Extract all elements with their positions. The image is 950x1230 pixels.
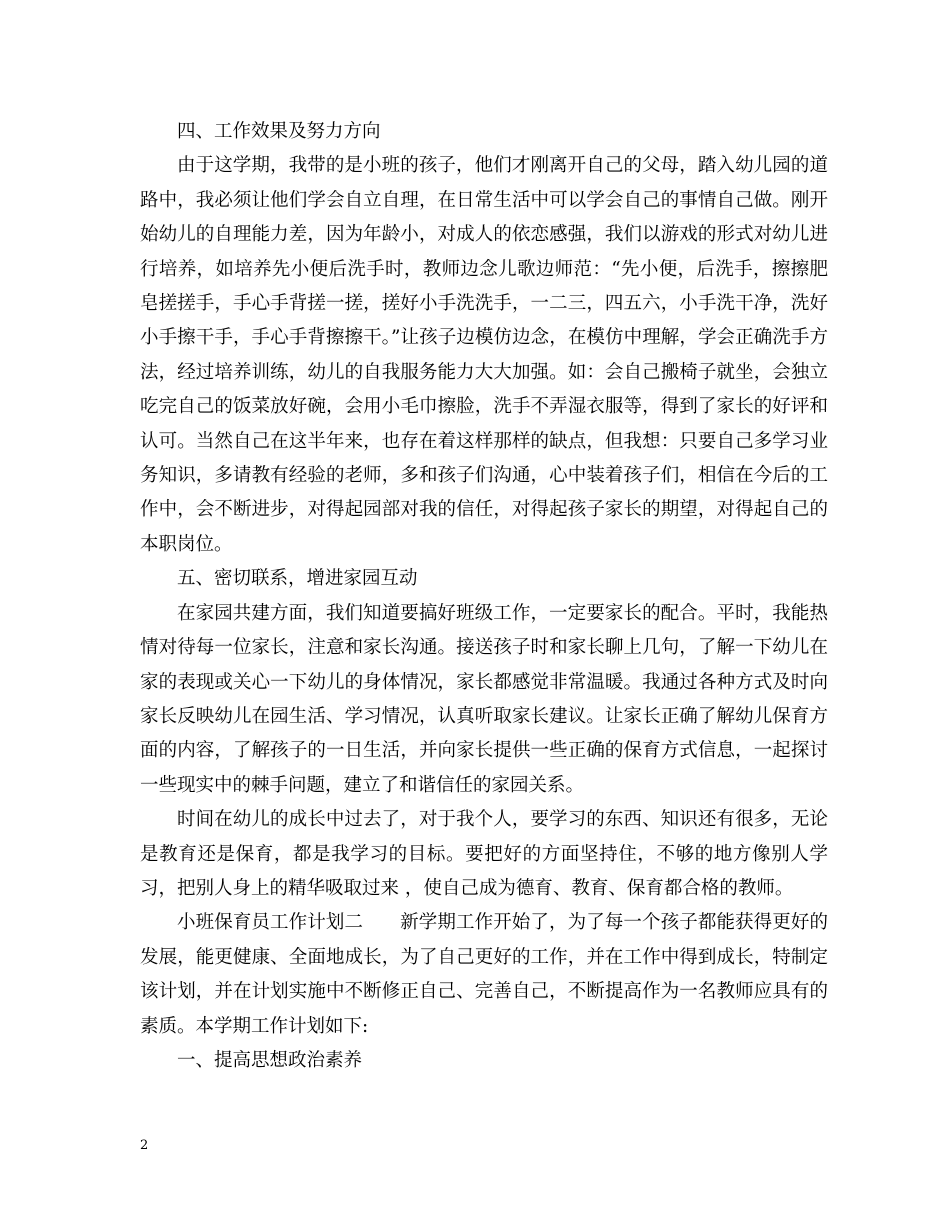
section-heading-4: 四、工作效果及努力方向 [177,121,381,142]
document-body [140,115,828,1078]
paragraph-plan-two [140,906,828,1044]
paragraph-home-school: 在家园共建方面，我们知道要搞好班级工作，一定要家长的配合。平时，我能热情对待每一位家长，注意和家长沟通。接送孩子时和家长聊上几句，了解一下幼儿在家的表现或关心一下幼儿的身体情况，家长都感觉非常温暖。我通过各种方式及时向家长反映幼儿在园生活、学习情况，认真听取家长建议。让家长正确了解幼儿保育方面的内容，了解孩子的一日生活，并向家长提供一些正确的保育方式信息，一起探讨一些现实中的棘手问题，建立了和谐信任的家园关系。 [140,602,828,796]
plan-two-body: 新学期工作开始了，为了每一个孩子都能获得更好的发展，能更健康、全面地成长，为了自己更好的工作，并在工作中得到成长，特制定该计划，并在计划实施中不断修正自己、完善自己，不断提高作为一名教师应具有的素质。本学期工作计划如下: [140,912,828,1037]
section-heading-1: 一、提高思想政治素养 [177,1049,363,1071]
paragraph-work-effect: 由于这学期，我带的是小班的孩子，他们才刚离开自己的父母，踏入幼儿园的道路中，我必须让他们学会自立自理，在日常生活中可以学会自己的事情自己做。刚开始幼儿的自理能力差，因为年龄小，对成人的依恋感强，我们以游戏的形式对幼儿进行培养，如培养先小便后洗手时，教师边念儿歌边师范：“先小便，后洗手，擦擦肥皂搓搓手，手心手背搓一搓，搓好小手洗洗手，一二三，四五六，小手洗干净，洗好小手擦干手，手心手背擦擦干。”让孩子边模仿边念，在模仿中理解，学会正确洗手方法，经过培养训练，幼儿的自我服务能力大大加强。如：会自己搬椅子就坐，会独立吃完自己的饭菜放好碗，会用小毛巾擦脸，洗手不弄湿衣服等，得到了家长的好评和认可。当然自己在这半年来，也存在着这样那样的缺点，但我想：只要自己多学习业务知识，多请教有经验的老师，多和孩子们沟通，心中装着孩子们，相信在今后的工作中，会不断进步，对得起园部对我的信任，对得起孩子家长的期望，对得起自己的本职岗位。 [140,155,828,555]
page-number: 2 [140,1138,149,1153]
plan-two-title: 小班保育员工作计划二 [177,912,364,934]
paragraph-reflection: 时间在幼儿的成长中过去了，对于我个人，要学习的东西、知识还有很多，无论是教育还是保育，都是我学习的目标。要把好的方面坚持住，不够的地方像别人学习，把别人身上的精华吸取过来 ，使自己成为德育、教育、保育都合格的教师。 [140,809,828,899]
section-heading-5: 五、密切联系，增进家园互动 [177,568,418,590]
